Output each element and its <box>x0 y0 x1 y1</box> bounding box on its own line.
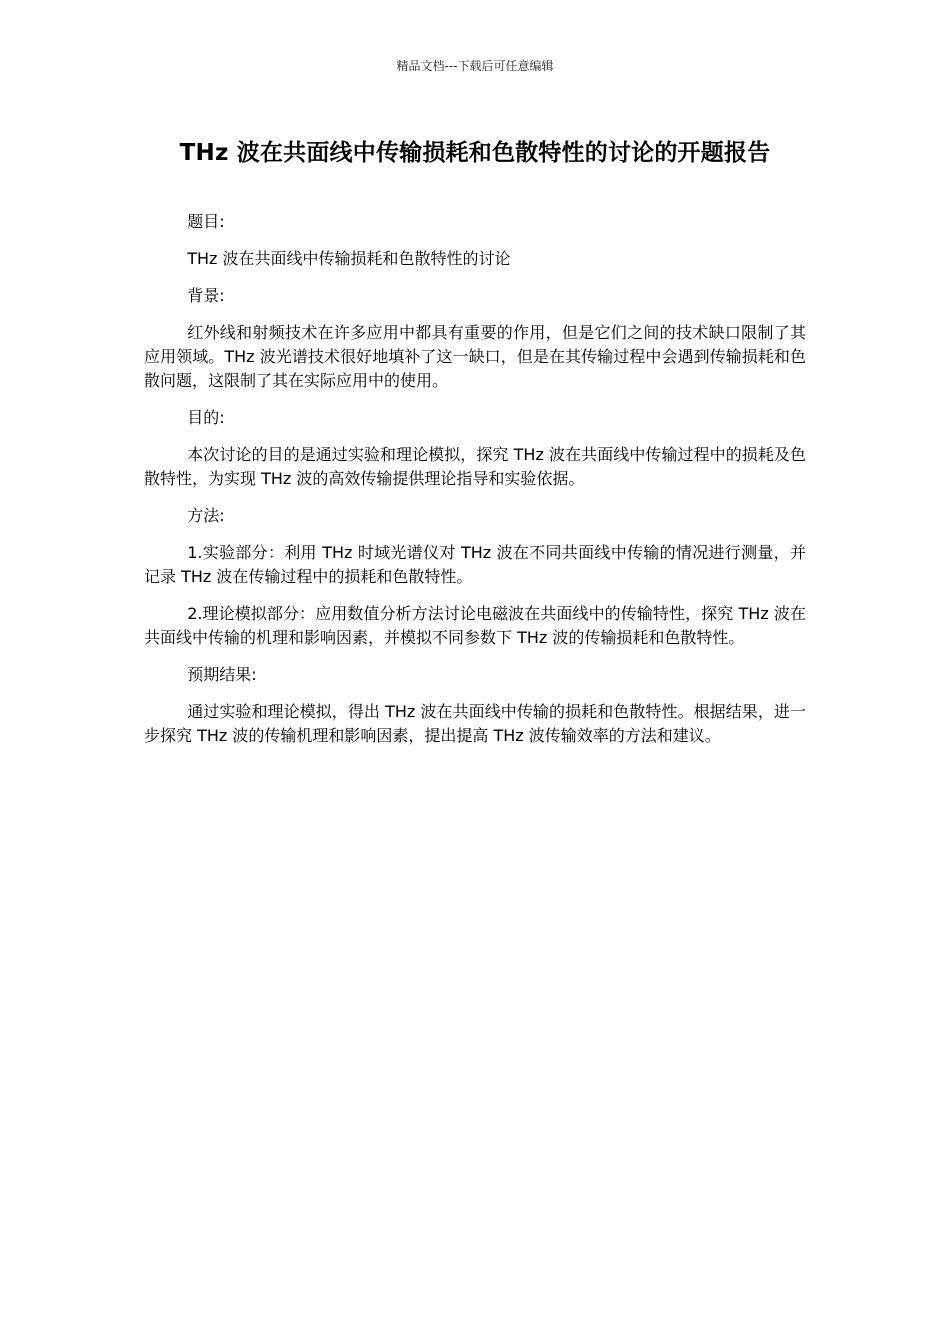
document-body <box>144 210 806 761</box>
purpose-label: 目的: <box>187 408 225 427</box>
topic-text: THz 波在共面线中传输损耗和色散特性的讨论 <box>187 249 511 268</box>
background-text: 红外线和射频技术在许多应用中都具有重要的作用，但是它们之间的技术缺口限制了其应用领域。THz 波光谱技术很好地填补了这一缺口，但是在其传输过程中会遇到传输损耗和色散问题，这限制了其在实际应用中的使用。 <box>144 323 806 390</box>
topic-label: 题目: <box>187 212 225 231</box>
document-title: THz 波在共面线中传输损耗和色散特性的讨论的开题报告 <box>179 140 771 166</box>
method-label: 方法: <box>187 506 225 525</box>
background-label: 背景: <box>187 286 225 305</box>
result-text: 通过实验和理论模拟，得出 THz 波在共面线中传输的损耗和色散特性。根据结果，进一步探究 THz 波的传输机理和影响因素，提出提高 THz 波传输效率的方法和建议。 <box>144 702 806 745</box>
method-item-1: 1.实验部分：利用 THz 时域光谱仪对 THz 波在不同共面线中传输的情况进行测量，并记录 THz 波在传输过程中的损耗和色散特性。 <box>144 543 806 586</box>
purpose-text: 本次讨论的目的是通过实验和理论模拟，探究 THz 波在共面线中传输过程中的损耗及色散特性，为实现 THz 波的高效传输提供理论指导和实验依据。 <box>144 445 806 488</box>
result-label: 预期结果: <box>187 665 257 684</box>
method-item-2: 2.理论模拟部分：应用数值分析方法讨论电磁波在共面线中的传输特性，探究 THz 波在共面线中传输的机理和影响因素，并模拟不同参数下 THz 波的传输损耗和色散特性。 <box>144 604 806 647</box>
header-note: 精品文档---下载后可任意编辑 <box>396 59 554 73</box>
